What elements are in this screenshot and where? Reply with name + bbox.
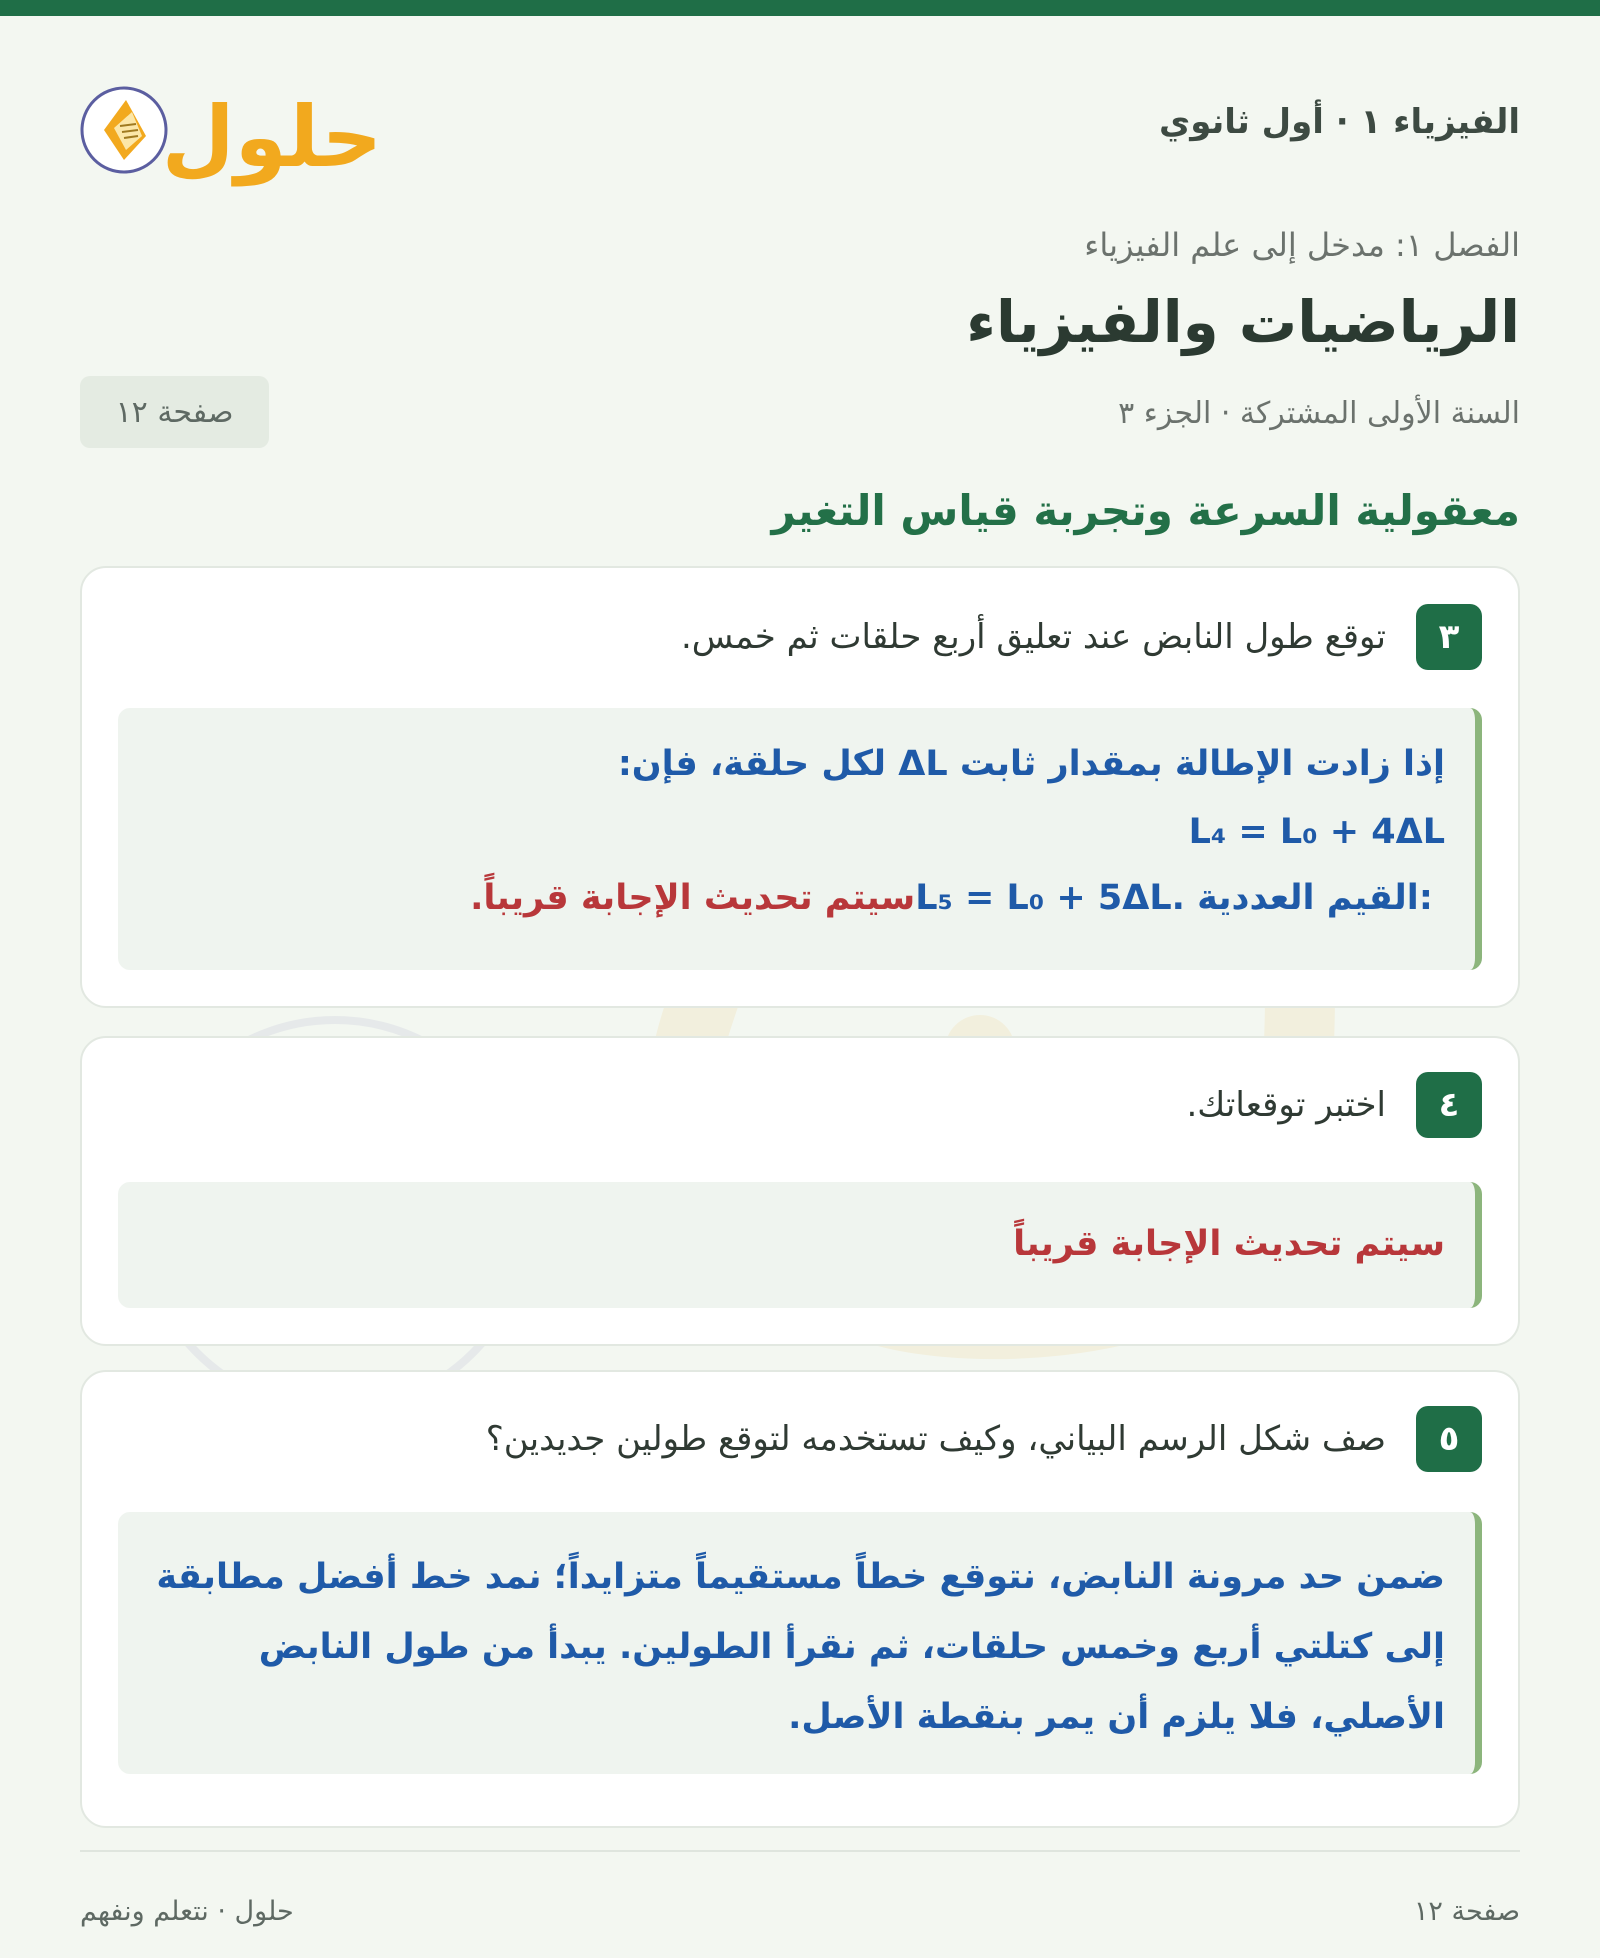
answer-paragraph: ضمن حد مرونة النابض، نتوقع خطاً مستقيماً متزايداً؛ نمد خط أفضل مطابقة إلى كتلتي أربع وخمس حلقات، ثم نقرأ الطولين. يبدأ من طول النابض الأصلي، فلا يلزم أن يمر بنقطة الأصل. (156, 1557, 1445, 1737)
logo-text: حلول (161, 88, 383, 186)
answer-formula: L₅ = L₀ + 5ΔL. القيم العددية: (915, 878, 1445, 918)
question-number: ٣ (1416, 604, 1482, 670)
page (80, 16, 1520, 1927)
pending-answer-note: سيتم تحديث الإجابة قريباً. (470, 878, 916, 918)
question-text: توقع طول النابض عند تعليق أربع حلقات ثم خمس. (680, 617, 1386, 657)
footer-page-number: صفحة ١٢ (1413, 1896, 1520, 1927)
subject-title: الفيزياء ١ · أول ثانوي (1159, 102, 1520, 142)
question-number: ٤ (1416, 1072, 1482, 1138)
question-row (1186, 1072, 1482, 1138)
page-header (80, 16, 1520, 206)
answer-box (118, 1512, 1482, 1774)
question-row (681, 604, 1482, 670)
top-accent-bar (0, 0, 1600, 16)
footer-brand: حلول · نتعلم ونفهم (80, 1896, 294, 1927)
question-number: ٥ (1416, 1406, 1482, 1472)
answer-box (118, 1182, 1482, 1308)
question-card-5 (80, 1370, 1520, 1828)
meta-line: السنة الأولى المشتركة · الجزء ٣ (1118, 396, 1520, 431)
question-text: اختبر توقعاتك. (1186, 1085, 1386, 1125)
question-text: صف شكل الرسم البياني، وكيف تستخدمه لتوقع طولين جديدين؟ (485, 1419, 1386, 1459)
chapter-line: الفصل ١: مدخل إلى علم الفيزياء (1084, 226, 1520, 264)
page-badge: صفحة ١٢ (80, 376, 269, 448)
answer-line-1: إذا زادت الإطالة بمقدار ثابت ΔL لكل حلقة، فإن: (617, 744, 1445, 784)
footer-divider (80, 1850, 1520, 1852)
question-card-4 (80, 1036, 1520, 1346)
answer-line-2: L₄ = L₀ + 4ΔL (1188, 812, 1445, 852)
book-logo-icon (80, 66, 383, 196)
section-heading: معقولية السرعة وتجربة قياس التغير (771, 486, 1520, 535)
answer-line-3 (470, 878, 1445, 918)
question-card-3 (80, 566, 1520, 1008)
page-title: الرياضيات والفيزياء (966, 288, 1520, 356)
question-row (486, 1406, 1482, 1472)
pending-answer-note: سيتم تحديث الإجابة قريباً (1013, 1224, 1445, 1264)
answer-box (118, 708, 1482, 970)
